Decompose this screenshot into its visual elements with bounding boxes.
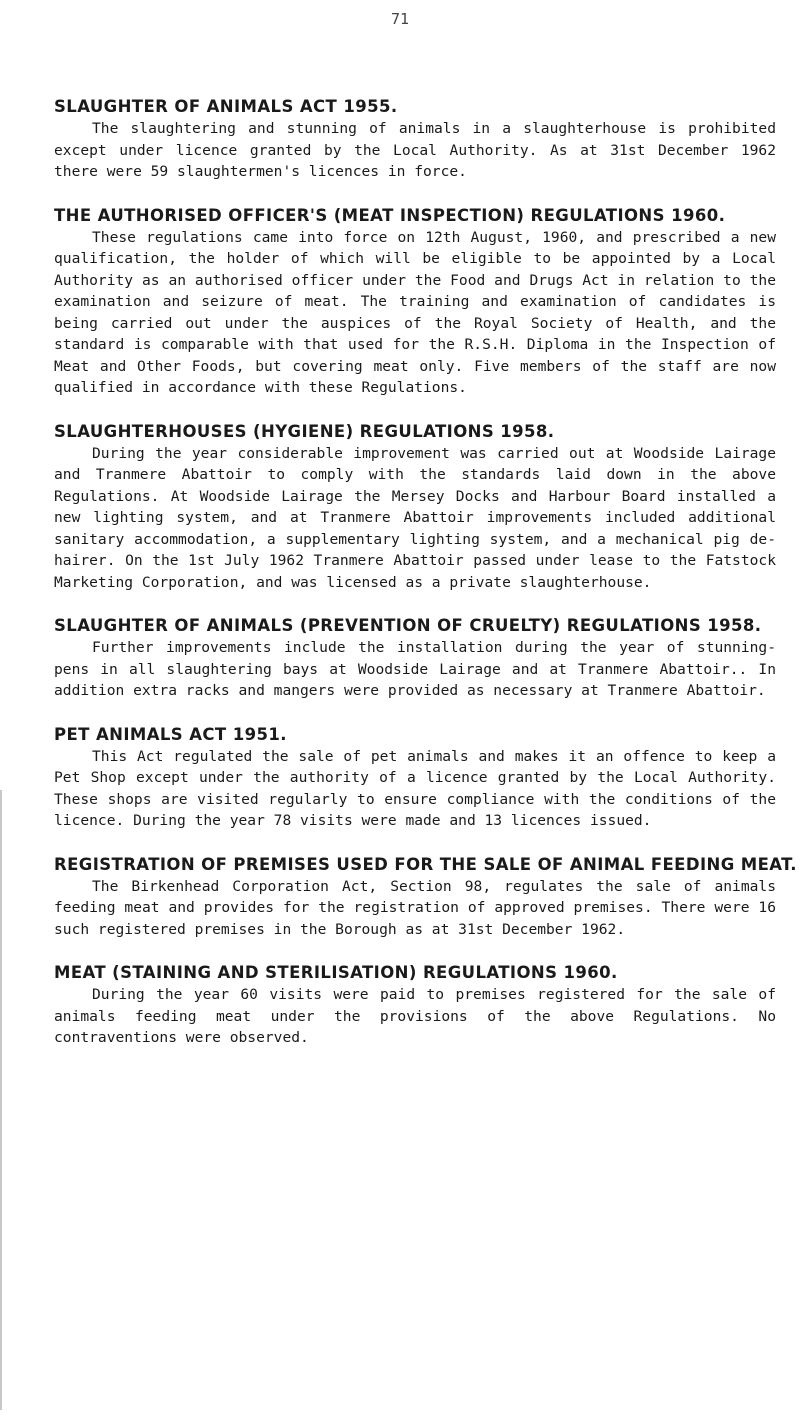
document-body (54, 96, 797, 1071)
page-number: 71 (390, 10, 410, 28)
section-paragraph: The slaughtering and stunning of animals in a slaughterhouse is prohibited except under licence granted by the Local Authority. As at 31st December 1962 there were 59 slaughtermen's licences in force. (54, 120, 776, 180)
section-prevention-of-cruelty (54, 615, 776, 702)
section-paragraph: Further improvements include the installation during the year of stunning-pens in all slaughtering bays at Woodside Lairage and at Tranmere Abattoir.. In addition extra racks and mangers were provided as necessary at Tranmere Abattoir. (54, 639, 776, 699)
section-paragraph: This Act regulated the sale of pet animals and makes it an offence to keep a Pet Shop except under the authority of a licence granted by the Local Authority. These shops are visited regularly to ensure compliance with the conditions of the licence. During the year 78 visits were made and 13 licences issued. (54, 747, 776, 829)
section-heading: SLAUGHTERHOUSES (HYGIENE) REGULATIONS 1958. (54, 421, 555, 441)
section-registration-of-premises (54, 854, 797, 941)
section-authorised-officers-regulations (54, 205, 776, 399)
scan-edge-line (0, 790, 2, 1410)
section-paragraph: During the year considerable improvement was carried out at Woodside Lairage and Tranmere Abattoir to comply with the standards laid down in the above Regulations. At Woodside Lairage the Mersey Docks and Harbour Board installed a new lighting system, and at Tranmere Abattoir improvements included additional sanitary accommodation, a supplementary lighting system, and a mechanical pig de-hairer. On the 1st July 1962 Tranmere Abattoir passed under lease to the Fatstock Marketing Corporation, and was licensed as a private slaughterhouse. (54, 444, 776, 591)
section-heading: SLAUGHTER OF ANIMALS ACT 1955. (54, 97, 398, 116)
section-heading: REGISTRATION OF PREMISES USED FOR THE SALE OF ANIMAL FEEDING MEAT. (54, 854, 797, 874)
section-paragraph: During the year 60 visits were paid to premises registered for the sale of animals feeding meat under the provisions of the above Regulations. No contraventions were observed. (54, 986, 776, 1046)
section-paragraph: The Birkenhead Corporation Act, Section 98, regulates the sale of animals feeding meat and provides for the registration of approved premises. There were 16 such registered premises in the Borough as at 31st December 1962. (54, 877, 776, 938)
section-slaughter-of-animals-act (54, 96, 776, 183)
section-slaughterhouses-hygiene (54, 421, 776, 594)
section-pet-animals-act (54, 724, 776, 832)
section-heading: PET ANIMALS ACT 1951. (54, 724, 287, 744)
section-heading: SLAUGHTER OF ANIMALS (PREVENTION OF CRUELTY) REGULATIONS 1958. (54, 616, 762, 635)
section-meat-staining-regulations (54, 962, 776, 1049)
section-heading: THE AUTHORISED OFFICER'S (MEAT INSPECTION) REGULATIONS 1960. (54, 205, 726, 225)
section-paragraph: These regulations came into force on 12th August, 1960, and prescribed a new qualification, the holder of which will be eligible to be appointed by a Local Authority as an authorised officer under the Food and Drugs Act in relation to the examination and seizure of meat. The training and examination of candidates is being carried out under the auspices of the Royal Society of Health, and the standard is comparable with that used for the R.S.H. Diploma in the Inspection of Meat and Other Foods, but covering meat only. Five members of the staff are now qualified in accordance with these Regulations. (54, 228, 776, 396)
section-heading: MEAT (STAINING AND STERILISATION) REGULATIONS 1960. (54, 963, 618, 982)
